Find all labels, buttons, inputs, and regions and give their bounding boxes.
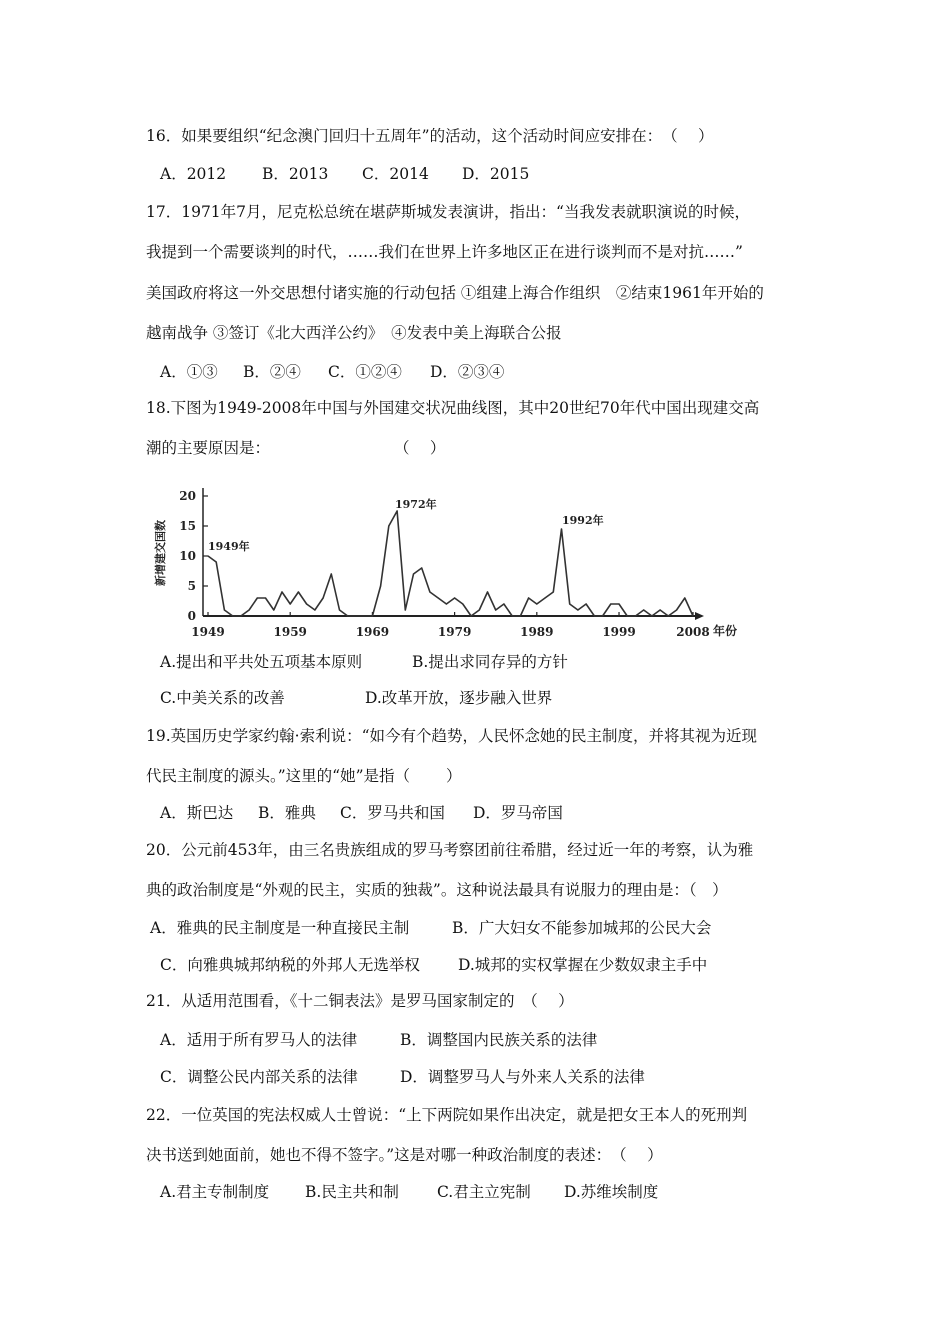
q22-option-c: C.君主立宪制	[437, 1183, 531, 1201]
data-point	[618, 603, 619, 604]
q21-option-a: A．适用于所有罗马人的法律	[160, 1031, 358, 1049]
data-point	[470, 615, 471, 616]
data-point	[602, 615, 603, 616]
x-tick-label: 1959	[273, 625, 307, 639]
data-point	[577, 609, 578, 610]
q19-option-b: B．雅典	[258, 804, 316, 822]
x-tick-label: 1979	[437, 625, 472, 639]
data-point	[536, 603, 537, 604]
data-point	[388, 525, 389, 526]
data-point	[462, 603, 463, 604]
data-point	[306, 603, 307, 604]
q22-option-b: B.民主共和制	[305, 1183, 399, 1201]
data-point	[446, 603, 447, 604]
data-point	[372, 615, 373, 616]
data-point	[692, 615, 693, 616]
q17-option-c: C．①②④	[328, 363, 402, 381]
q21-option-d: D．调整罗马人与外来人关系的法律	[400, 1068, 645, 1086]
data-point	[553, 591, 554, 592]
q17-line-3: 美国政府将这一外交思想付诸实施的行动包括 ①组建上海合作组织 ②结束1961年开始的	[146, 284, 764, 302]
data-point	[265, 597, 266, 598]
q21-option-b: B．调整国内民族关系的法律	[400, 1031, 598, 1049]
data-point	[364, 615, 365, 616]
data-point	[207, 555, 208, 556]
q18-option-a: A.提出和平共处五项基本原则	[160, 653, 363, 671]
annotation-1972: 1972年	[395, 498, 437, 511]
y-tick-label: 15	[179, 519, 196, 533]
q17-line-1: 17．1971年7月，尼克松总统在堪萨斯城发表演讲，指出：“当我发表就职演说的时候，	[146, 203, 750, 221]
q16-option-c: C．2014	[362, 165, 429, 183]
x-tick-label: 1999	[602, 625, 636, 639]
q20-option-b: B．广大妇女不能参加城邦的公民大会	[452, 919, 712, 937]
q18-option-c: C.中美关系的改善	[160, 689, 285, 707]
q20-option-d: D.城邦的实权掌握在少数奴隶主手中	[458, 956, 708, 974]
data-point	[216, 561, 217, 562]
annotation-1992: 1992年	[562, 514, 604, 527]
data-point	[503, 603, 504, 604]
q19-option-c: C．罗马共和国	[340, 804, 445, 822]
data-point	[635, 615, 636, 616]
data-point	[314, 609, 315, 610]
q19-option-d: D．罗马帝国	[473, 804, 563, 822]
q18-option-d: D.改革开放，逐步融入世界	[365, 689, 553, 707]
q22-line-2: 决书送到她面前，她也不得不签字。”这是对哪一种政治制度的表述： （ ）	[146, 1146, 663, 1164]
data-point	[273, 609, 274, 610]
data-point	[322, 597, 323, 598]
data-point	[355, 615, 356, 616]
data-point	[405, 609, 406, 610]
series-line	[208, 511, 693, 616]
data-point	[643, 609, 644, 610]
data-point	[561, 528, 562, 529]
x-tick-label: 1969	[355, 625, 390, 639]
x-axis-arrow	[695, 612, 704, 620]
q18-option-b: B.提出求同存异的方针	[412, 653, 568, 671]
data-point	[380, 585, 381, 586]
data-point	[512, 615, 513, 616]
y-tick-label: 20	[179, 489, 196, 503]
q17-line-2: 我提到一个需要谈判的时代，……我们在世界上许多地区正在进行谈判而不是对抗……”	[146, 243, 743, 261]
q16-stem: 16．如果要组织“纪念澳门回归十五周年”的活动，这个活动时间应安排在： （ ）	[146, 127, 714, 145]
x-tick-label: 1949	[191, 625, 225, 639]
data-point	[495, 609, 496, 610]
q18-line-1: 18.下图为1949-2008年中国与外国建交状况曲线图，其中20世纪70年代中国出现建交高	[146, 399, 760, 417]
data-point	[684, 597, 685, 598]
data-point	[569, 603, 570, 604]
q20-option-c: C．向雅典城邦纳税的外邦人无选举权	[160, 956, 420, 974]
q19-line-1: 19.英国历史学家约翰·索利说：“如今有个趋势，人民怀念她的民主制度，并将其视为近现	[146, 727, 758, 745]
x-axis-label: 年份	[712, 624, 738, 638]
data-point	[454, 597, 455, 598]
data-point	[479, 609, 480, 610]
data-point	[281, 591, 282, 592]
data-point	[676, 609, 677, 610]
data-point	[438, 597, 439, 598]
q20-line-1: 20．公元前453年，由三名贵族组成的罗马考察团前往希腊，经过近一年的考察，认为雅	[146, 841, 754, 859]
data-point	[668, 615, 669, 616]
data-point	[413, 573, 414, 574]
q17-option-b: B．②④	[243, 363, 301, 381]
data-point	[520, 615, 521, 616]
y-tick-label: 5	[187, 579, 196, 593]
q20-line-2: 典的政治制度是“外观的民主，实质的独裁”。这种说法最具有说服力的理由是：（ ）	[146, 881, 728, 899]
q19-option-a: A．斯巴达	[160, 804, 234, 822]
q21-option-c: C．调整公民内部关系的法律	[160, 1068, 358, 1086]
q16-option-d: D．2015	[462, 165, 530, 183]
data-point	[249, 609, 250, 610]
q16-option-a: A．2012	[160, 165, 227, 183]
q22-line-1: 22．一位英国的宪法权威人士曾说：“上下两院如果作出决定，就是把女王本人的死刑判	[146, 1106, 748, 1124]
diplomatic-relations-chart	[150, 478, 800, 648]
q17-option-d: D．②③④	[430, 363, 505, 381]
data-point	[651, 615, 652, 616]
data-point	[429, 591, 430, 592]
q22-option-a: A.君主专制制度	[160, 1183, 270, 1201]
q20-option-a: A．雅典的民主制度是一种直接民主制	[150, 919, 410, 937]
data-point	[544, 597, 545, 598]
data-point	[290, 603, 291, 604]
annotation-1949: 1949年	[208, 540, 250, 553]
data-point	[240, 615, 241, 616]
q19-line-2: 代民主制度的源头。”这里的“她”是指（ ）	[146, 767, 462, 785]
y-tick-label: 10	[179, 549, 196, 563]
data-point	[660, 609, 661, 610]
x-tick-label: 2008	[676, 625, 710, 639]
data-point	[232, 615, 233, 616]
data-point	[586, 603, 587, 604]
data-point	[331, 573, 332, 574]
x-tick-label: 1989	[520, 625, 554, 639]
y-axis-label: 新增建交国数	[154, 520, 167, 586]
data-point	[610, 603, 611, 604]
data-point	[298, 591, 299, 592]
data-point	[594, 615, 595, 616]
data-point	[528, 597, 529, 598]
q17-line-4: 越南战争 ③签订《北大西洋公约》 ④发表中美上海联合公报	[146, 324, 562, 342]
q16-option-b: B．2013	[262, 165, 329, 183]
data-point	[347, 615, 348, 616]
data-point	[257, 597, 258, 598]
data-point	[421, 567, 422, 568]
q22-option-d: D.苏维埃制度	[564, 1183, 659, 1201]
q17-option-a: A．①③	[160, 363, 218, 381]
q21-stem: 21．从适用范围看，《十二铜表法》是罗马国家制定的 （ ）	[146, 992, 574, 1010]
data-point	[224, 609, 225, 610]
q18-line-2: 潮的主要原因是： （ ）	[146, 439, 446, 457]
y-tick-label: 0	[187, 609, 196, 623]
data-point	[487, 591, 488, 592]
data-point	[627, 615, 628, 616]
data-point	[339, 609, 340, 610]
